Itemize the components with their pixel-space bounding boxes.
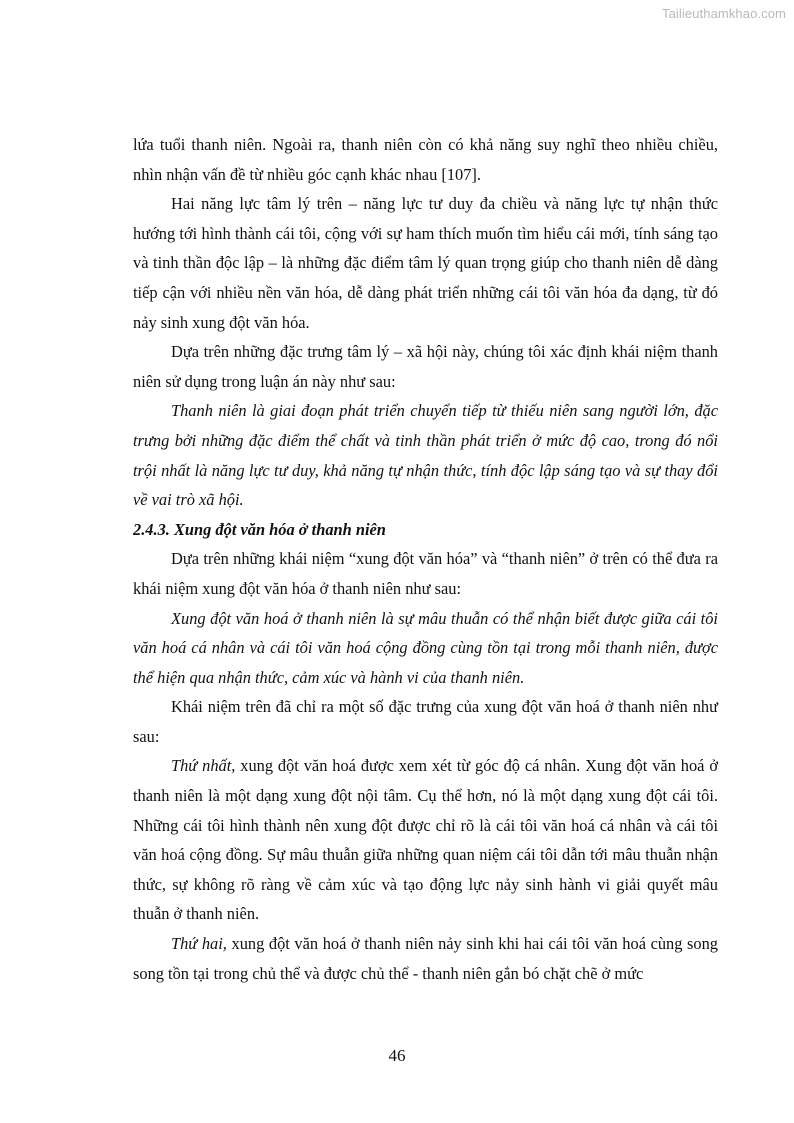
lead-first: Thứ nhất,: [171, 756, 236, 776]
page-number: 46: [388, 1046, 406, 1065]
watermark: Tailieuthamkhao.com: [661, 6, 786, 21]
paragraph-characteristics-intro: Khái niệm trên đã chỉ ra một số đặc trưng của xung đột văn hoá ở thanh niên như sau:: [133, 697, 718, 746]
paragraph-first-characteristic: [133, 751, 718, 929]
paragraph-definition-intro: Dựa trên những đặc trưng tâm lý – xã hội này, chúng tôi xác định khái niệm thanh niên sử dụng trong luận án này như sau:: [133, 342, 718, 391]
paragraph-continuation: lứa tuổi thanh niên. Ngoài ra, thanh niên còn có khả năng suy nghĩ theo nhiều chiều, nhìn nhận vấn đề từ nhiều góc cạnh khác nhau [107].: [133, 135, 718, 184]
paragraph-first-text: xung đột văn hoá được xem xét từ góc độ cá nhân. Xung đột văn hoá ở thanh niên là một dạng xung đột nội tâm. Cụ thể hơn, nó là một dạng xung đột cái tôi. Những cái tôi hình thành nên xung đột được chỉ rõ là cái tôi văn hoá cá nhân và cái tôi văn hoá cộng đồng. Sự mâu thuẫn giữa những quan niệm cái tôi dẫn tới mâu thuẫn nhận thức, sự không rõ ràng về cảm xúc và tạo động lực nảy sinh hành vi giải quyết mâu thuẫn ở thanh niên.: [133, 756, 718, 924]
paragraph-psychological-abilities: Hai năng lực tâm lý trên – năng lực tư duy đa chiều và năng lực tự nhận thức hướng tới hình thành cái tôi, cộng với sự ham thích muốn tìm hiểu cái mới, tính sáng tạo và tinh thần độc lập – là những đặc điểm tâm lý quan trọng giúp cho thanh niên dễ dàng tiếp cận với nhiều nền văn hóa, dễ dàng phát triển những cái tôi văn hóa đa dạng, từ đó nảy sinh xung đột văn hóa.: [133, 194, 718, 332]
definition-cultural-conflict-quote: Xung đột văn hoá ở thanh niên là sự mâu thuẫn có thể nhận biết được giữa cái tôi văn hoá cá nhân và cái tôi văn hoá cộng đồng cùng tồn tại trong mỗi thanh niên, được thể hiện qua nhận thức, cảm xúc và hành vi của thanh niên.: [133, 608, 718, 687]
definition-youth-quote: Thanh niên là giai đoạn phát triển chuyển tiếp từ thiếu niên sang người lớn, đặc trưng bởi những đặc điểm thể chất và tinh thần phát triển ở mức độ cao, trong đó nổi trội nhất là năng lực tư duy, khả năng tự nhận thức, tính độc lập sáng tạo và sự thay đổi về vai trò xã hội.: [133, 401, 718, 510]
section-heading: 2.4.3. Xung đột văn hóa ở thanh niên: [133, 519, 386, 539]
paragraph-second-characteristic: [133, 929, 718, 988]
lead-second: Thứ hai,: [171, 934, 227, 954]
page-body: [133, 130, 718, 988]
paragraph-second-text: xung đột văn hoá ở thanh niên nảy sinh khi hai cái tôi văn hoá cùng song song tồn tại trong chủ thể và được chủ thể - thanh niên gắn bó chặt chẽ ở mức: [133, 934, 719, 983]
paragraph-concept-intro: Dựa trên những khái niệm “xung đột văn hóa” và “thanh niên” ở trên có thể đưa ra khái niệm xung đột văn hóa ở thanh niên như sau:: [133, 549, 718, 598]
